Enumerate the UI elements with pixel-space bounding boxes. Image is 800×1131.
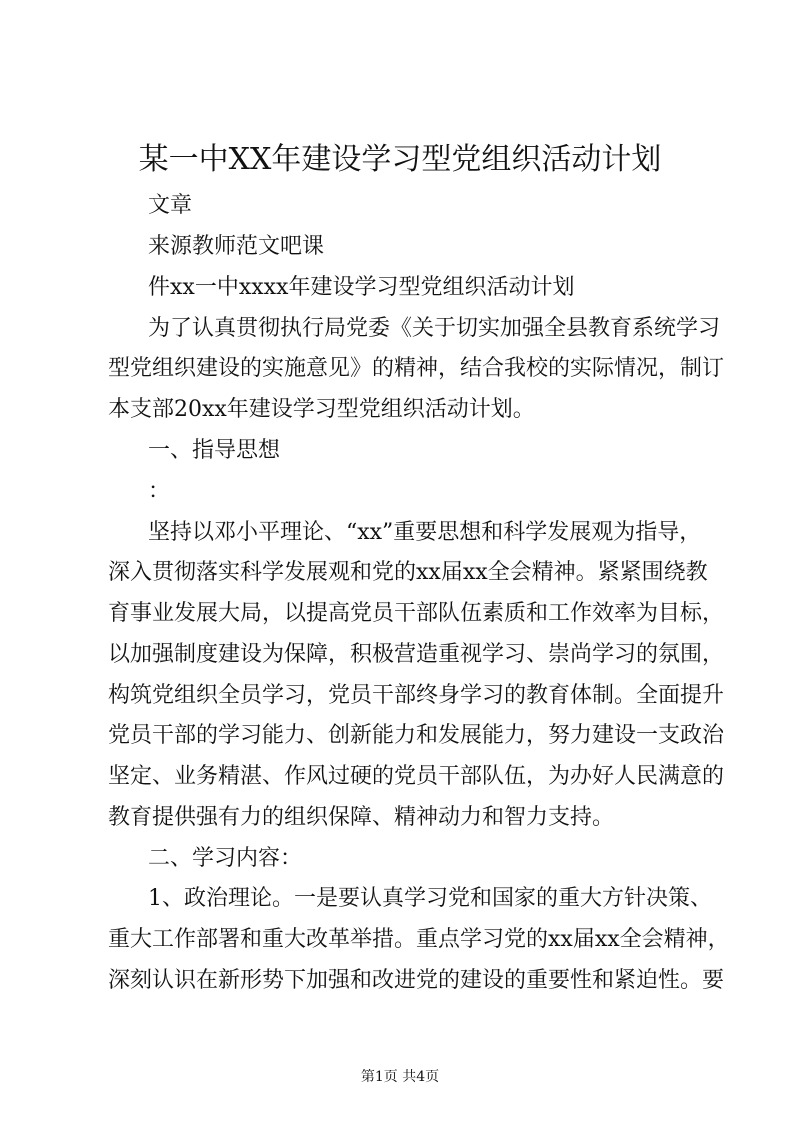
section-1-line: 构筑党组织全员学习，党员干部终身学习的教育体制。全面提升 [108, 683, 725, 708]
section-2-line: 重大工作部署和重大改革举措。重点学习党的xx届xx全会精神， [108, 927, 730, 952]
section-1-colon: ： [148, 479, 171, 504]
section-1-line: 党员干部的学习能力、创新能力和发展能力，努力建设一支政治 [108, 723, 725, 748]
meta-line-file: 件xx一中xxxx年建设学习型党组织活动计划 [148, 275, 575, 300]
section-2-line: 1、政治理论。一是要认真学习党和国家的重大方针决策、 [148, 886, 712, 911]
section-1-line: 育事业发展大局，以提高党员干部队伍素质和工作效率为目标， [108, 601, 725, 626]
section-1-line: 深入贯彻落实科学发展观和党的xx届xx全会精神。紧紧围绕教 [108, 560, 708, 585]
intro-line: 为了认真贯彻执行局党委《关于切实加强全县教育系统学习 [148, 316, 721, 341]
section-2-line: 深刻认识在新形势下加强和改进党的建设的重要性和紧迫性。要 [108, 968, 725, 993]
section-1-line: 以加强制度建设为保障，积极营造重视学习、崇尚学习的氛围， [108, 642, 725, 667]
meta-line-source: 来源教师范文吧课 [148, 234, 325, 259]
document-title: 某一中XX年建设学习型党组织活动计划 [138, 142, 662, 177]
meta-line-article: 文章 [148, 193, 193, 218]
intro-line: 型党组织建设的实施意见》的精神，结合我校的实际情况，制订 [108, 356, 725, 381]
section-1-line: 教育提供强有力的组织保障、精神动力和智力支持。 [108, 805, 615, 830]
section-2-heading: 二、学习内容： [148, 846, 303, 871]
intro-line: 本支部20xx年建设学习型党组织活动计划。 [108, 397, 535, 422]
section-1-line: 坚持以邓小平理论、“xx”重要思想和科学发展观为指导， [148, 520, 702, 545]
page-footer: 第1页 共4页 [360, 1069, 440, 1085]
section-1-line: 坚定、业务精湛、作风过硬的党员干部队伍，为办好人民满意的 [108, 764, 725, 789]
section-1-heading: 一、指导思想 [148, 438, 281, 463]
